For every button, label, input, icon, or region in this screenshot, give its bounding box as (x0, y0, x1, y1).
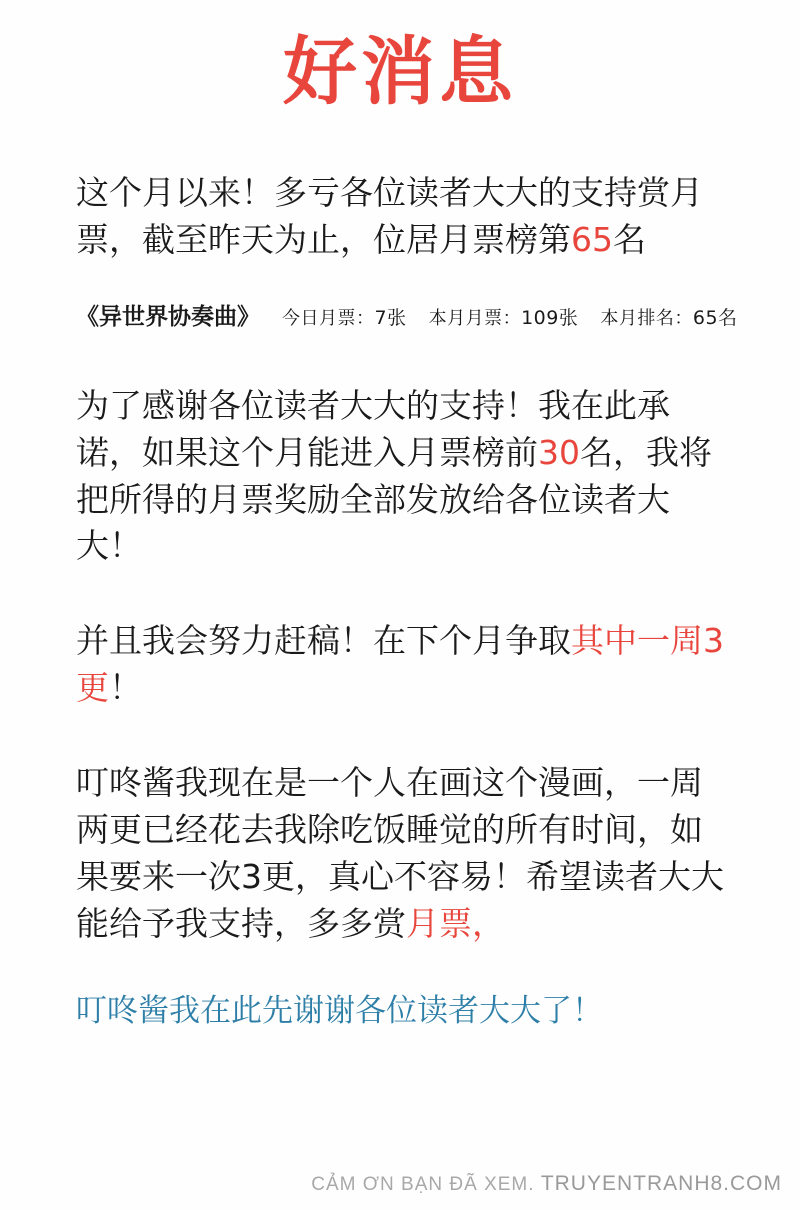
work-title: 《异世界协奏曲》 (76, 303, 260, 330)
month-rank-value: 65名 (692, 306, 738, 329)
paragraph-4-highlight: 月票， (406, 903, 505, 943)
paragraph-2-rank-highlight: 30 (538, 432, 580, 472)
paragraph-2-text-b: 名，我将把所得的月票奖励全部发放给各位读者大大！ (76, 432, 712, 566)
paragraph-2-text-a: 为了感谢各位读者大大的支持！我在此承诺，如果这个月能进入月票榜前 (76, 385, 670, 472)
paragraph-3-text-b: ！ (109, 668, 142, 708)
paragraph-update-plan (76, 618, 724, 712)
footer-credit: CẢM ƠN BẠN ĐÃ XEM. (311, 1174, 535, 1195)
month-votes-value: 109张 (521, 306, 579, 329)
paragraph-4-text-a: 叮咚酱我现在是一个人在画这个漫画，一周两更已经花去我除吃饭睡觉的所有时间，如果要来一次3更，真心不容易！希望读者大大能给予我支持，多多赏 (76, 762, 724, 943)
page-title: 好消息 (283, 29, 517, 115)
paragraph-1-text-b: 名 (613, 219, 646, 259)
paragraph-1-rank-highlight: 65 (571, 219, 613, 259)
content-block (76, 170, 738, 1033)
paragraph-author-note (76, 760, 724, 947)
paragraph-promise (76, 383, 724, 570)
footer-site: TRUYENTRANH8.COM (540, 1172, 782, 1195)
paragraph-1-text-a: 这个月以来！多亏各位读者大大的支持赏月票，截至昨天为止，位居月票榜第 (76, 173, 703, 259)
footer-watermark (311, 1172, 782, 1196)
today-votes-value: 7张 (374, 306, 407, 329)
paragraph-3-text-a: 并且我会努力赶稿！在下个月争取 (76, 621, 571, 661)
paragraph-3-highlight: 其中一周3更 (76, 621, 724, 708)
month-votes-label: 本月月票： (428, 307, 522, 329)
today-votes-label: 今日月票： (282, 307, 375, 329)
stats-line (76, 298, 738, 331)
paragraph-monthly-votes (76, 170, 724, 264)
paragraph-thanks: 叮咚酱我在此先谢谢各位读者大大了！ (76, 993, 603, 1030)
month-rank-label: 本月排名： (600, 307, 693, 329)
